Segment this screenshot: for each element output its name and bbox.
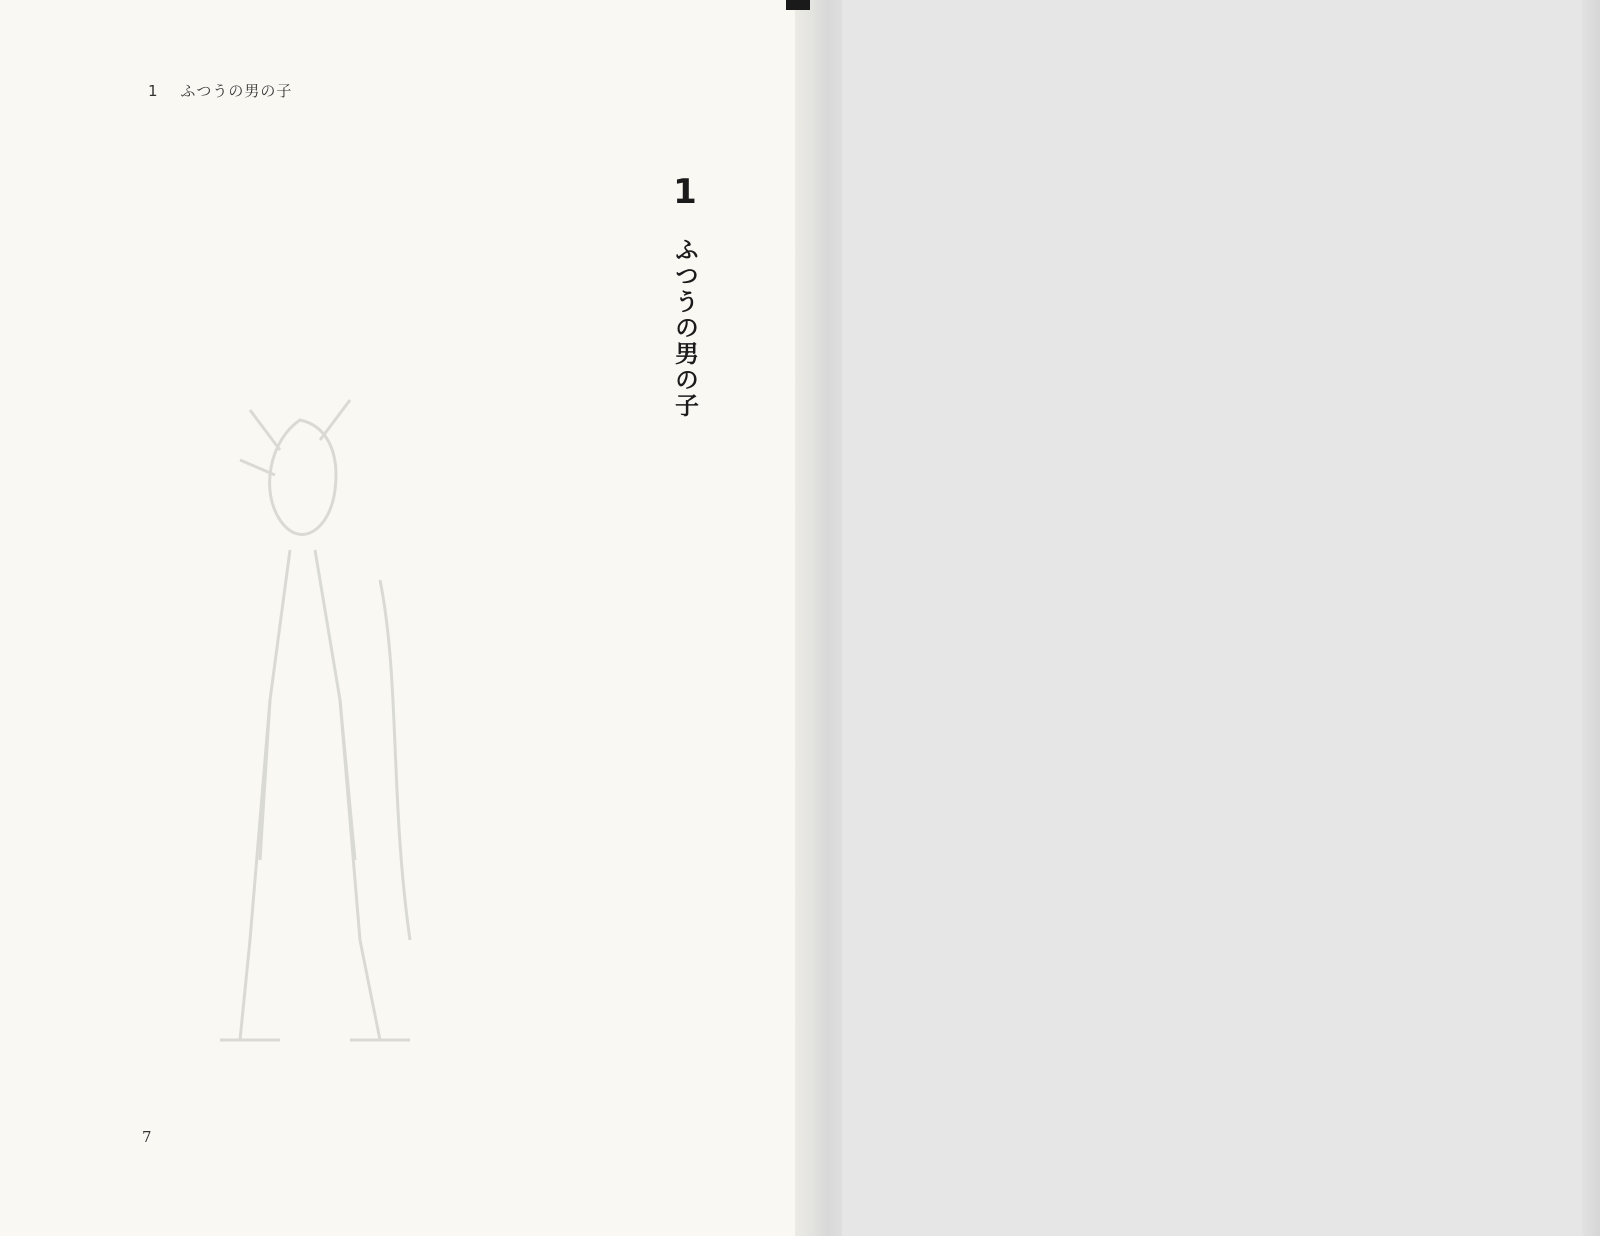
running-head bbox=[148, 80, 292, 101]
right-edge bbox=[1582, 0, 1600, 1236]
running-head-number: 1 bbox=[148, 82, 159, 100]
chapter-heading bbox=[655, 172, 715, 419]
chapter-title: ふつうの男の子 bbox=[670, 237, 699, 419]
chapter-number: 1 bbox=[673, 172, 697, 212]
show-through-illustration bbox=[150, 380, 450, 1080]
corner-mark bbox=[786, 0, 810, 10]
right-page-blank bbox=[842, 0, 1600, 1236]
page-number: 7 bbox=[142, 1128, 152, 1146]
running-head-title: ふつうの男の子 bbox=[180, 82, 293, 100]
